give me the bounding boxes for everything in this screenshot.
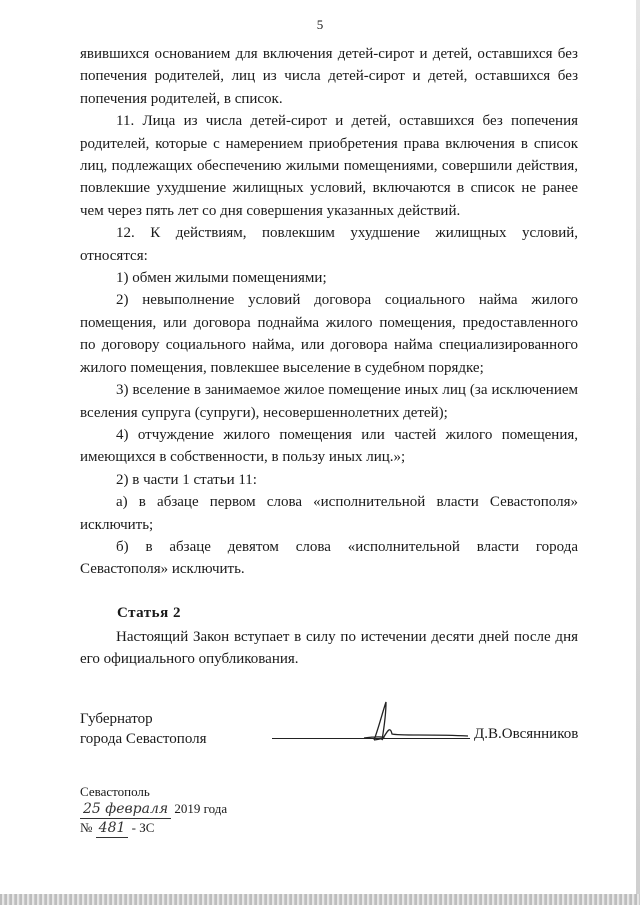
paragraph-11: 11. Лица из числа детей-сирот и детей, оставшихся без попечения родителей, которые с намерением приобретения права включения в список лиц, подлежащих обеспечению жилыми помещениями, совершили действия, повлекшие ухудшение жилищных условий, включаются в список не ранее чем через пять лет со дня совершения указанных действий. [80, 113, 578, 219]
page-number: 5 [316, 17, 324, 32]
amendment-a: а) в абзаце первом слова «исполнительной власти Севастополя» исключить; [80, 494, 578, 533]
paragraph-12: 12. К действиям, повлекшим ухудшение жилищных условий, относятся: [80, 225, 578, 264]
article-heading: Статья 2 [117, 605, 181, 621]
list-item-3: 3) вселение в занимаемое жилое помещение иных лиц (за исключением вселения супруга (супруги), несовершеннолетних детей); [80, 382, 578, 421]
footer-number-line [80, 819, 227, 838]
footer-number-prefix: № [80, 820, 93, 835]
signatory-title [80, 709, 207, 749]
footer-date-line [80, 800, 227, 819]
footer-city: Севастополь [80, 784, 150, 799]
footer-number-suffix: - ЗС [131, 820, 155, 835]
handwritten-signature [360, 700, 470, 750]
amendment-part-2: 2) в части 1 статьи 11: [116, 471, 257, 488]
article-body [80, 626, 578, 671]
amendment-b: б) в абзаце девятом слова «исполнительной власти города Севастополя» исключить. [80, 538, 578, 578]
signatory-title-line2: города Севастополя [80, 731, 207, 747]
scan-edge-right [636, 0, 640, 905]
signer-name: Д.В.Овсянников [474, 726, 579, 742]
signatory-title-line1: Губернатор [80, 711, 153, 727]
document-body [80, 43, 578, 581]
document-footer [80, 783, 227, 838]
footer-year: 2019 года [174, 801, 228, 816]
paragraph-continuation: явившихся основанием для включения детей-сирот и детей, оставшихся без попечения родителей, лиц из числа детей-сирот и детей, оставшихся без попечения родителей, в список. [80, 46, 578, 107]
list-item-1: 1) обмен жилыми помещениями; [116, 270, 327, 287]
signature-line [272, 738, 470, 739]
list-item-2: 2) невыполнение условий договора социального найма жилого помещения, или договора поднайма жилого помещения, предоставленного по договору социального найма, или договора найма специализированного жилого помещения, повлекшее выселение в судебном порядке; [80, 292, 578, 376]
footer-date-handwritten: 25 февраля [80, 801, 171, 819]
scan-edge-bottom [0, 894, 640, 905]
list-item-4: 4) отчуждение жилого помещения или частей жилого помещения, имеющихся в собственности, в пользу иных лиц.»; [80, 426, 578, 466]
footer-number-handwritten: 481 [96, 820, 129, 838]
article-text: Настоящий Закон вступает в силу по истечении десяти дней после дня его официального опубликования. [80, 629, 578, 668]
